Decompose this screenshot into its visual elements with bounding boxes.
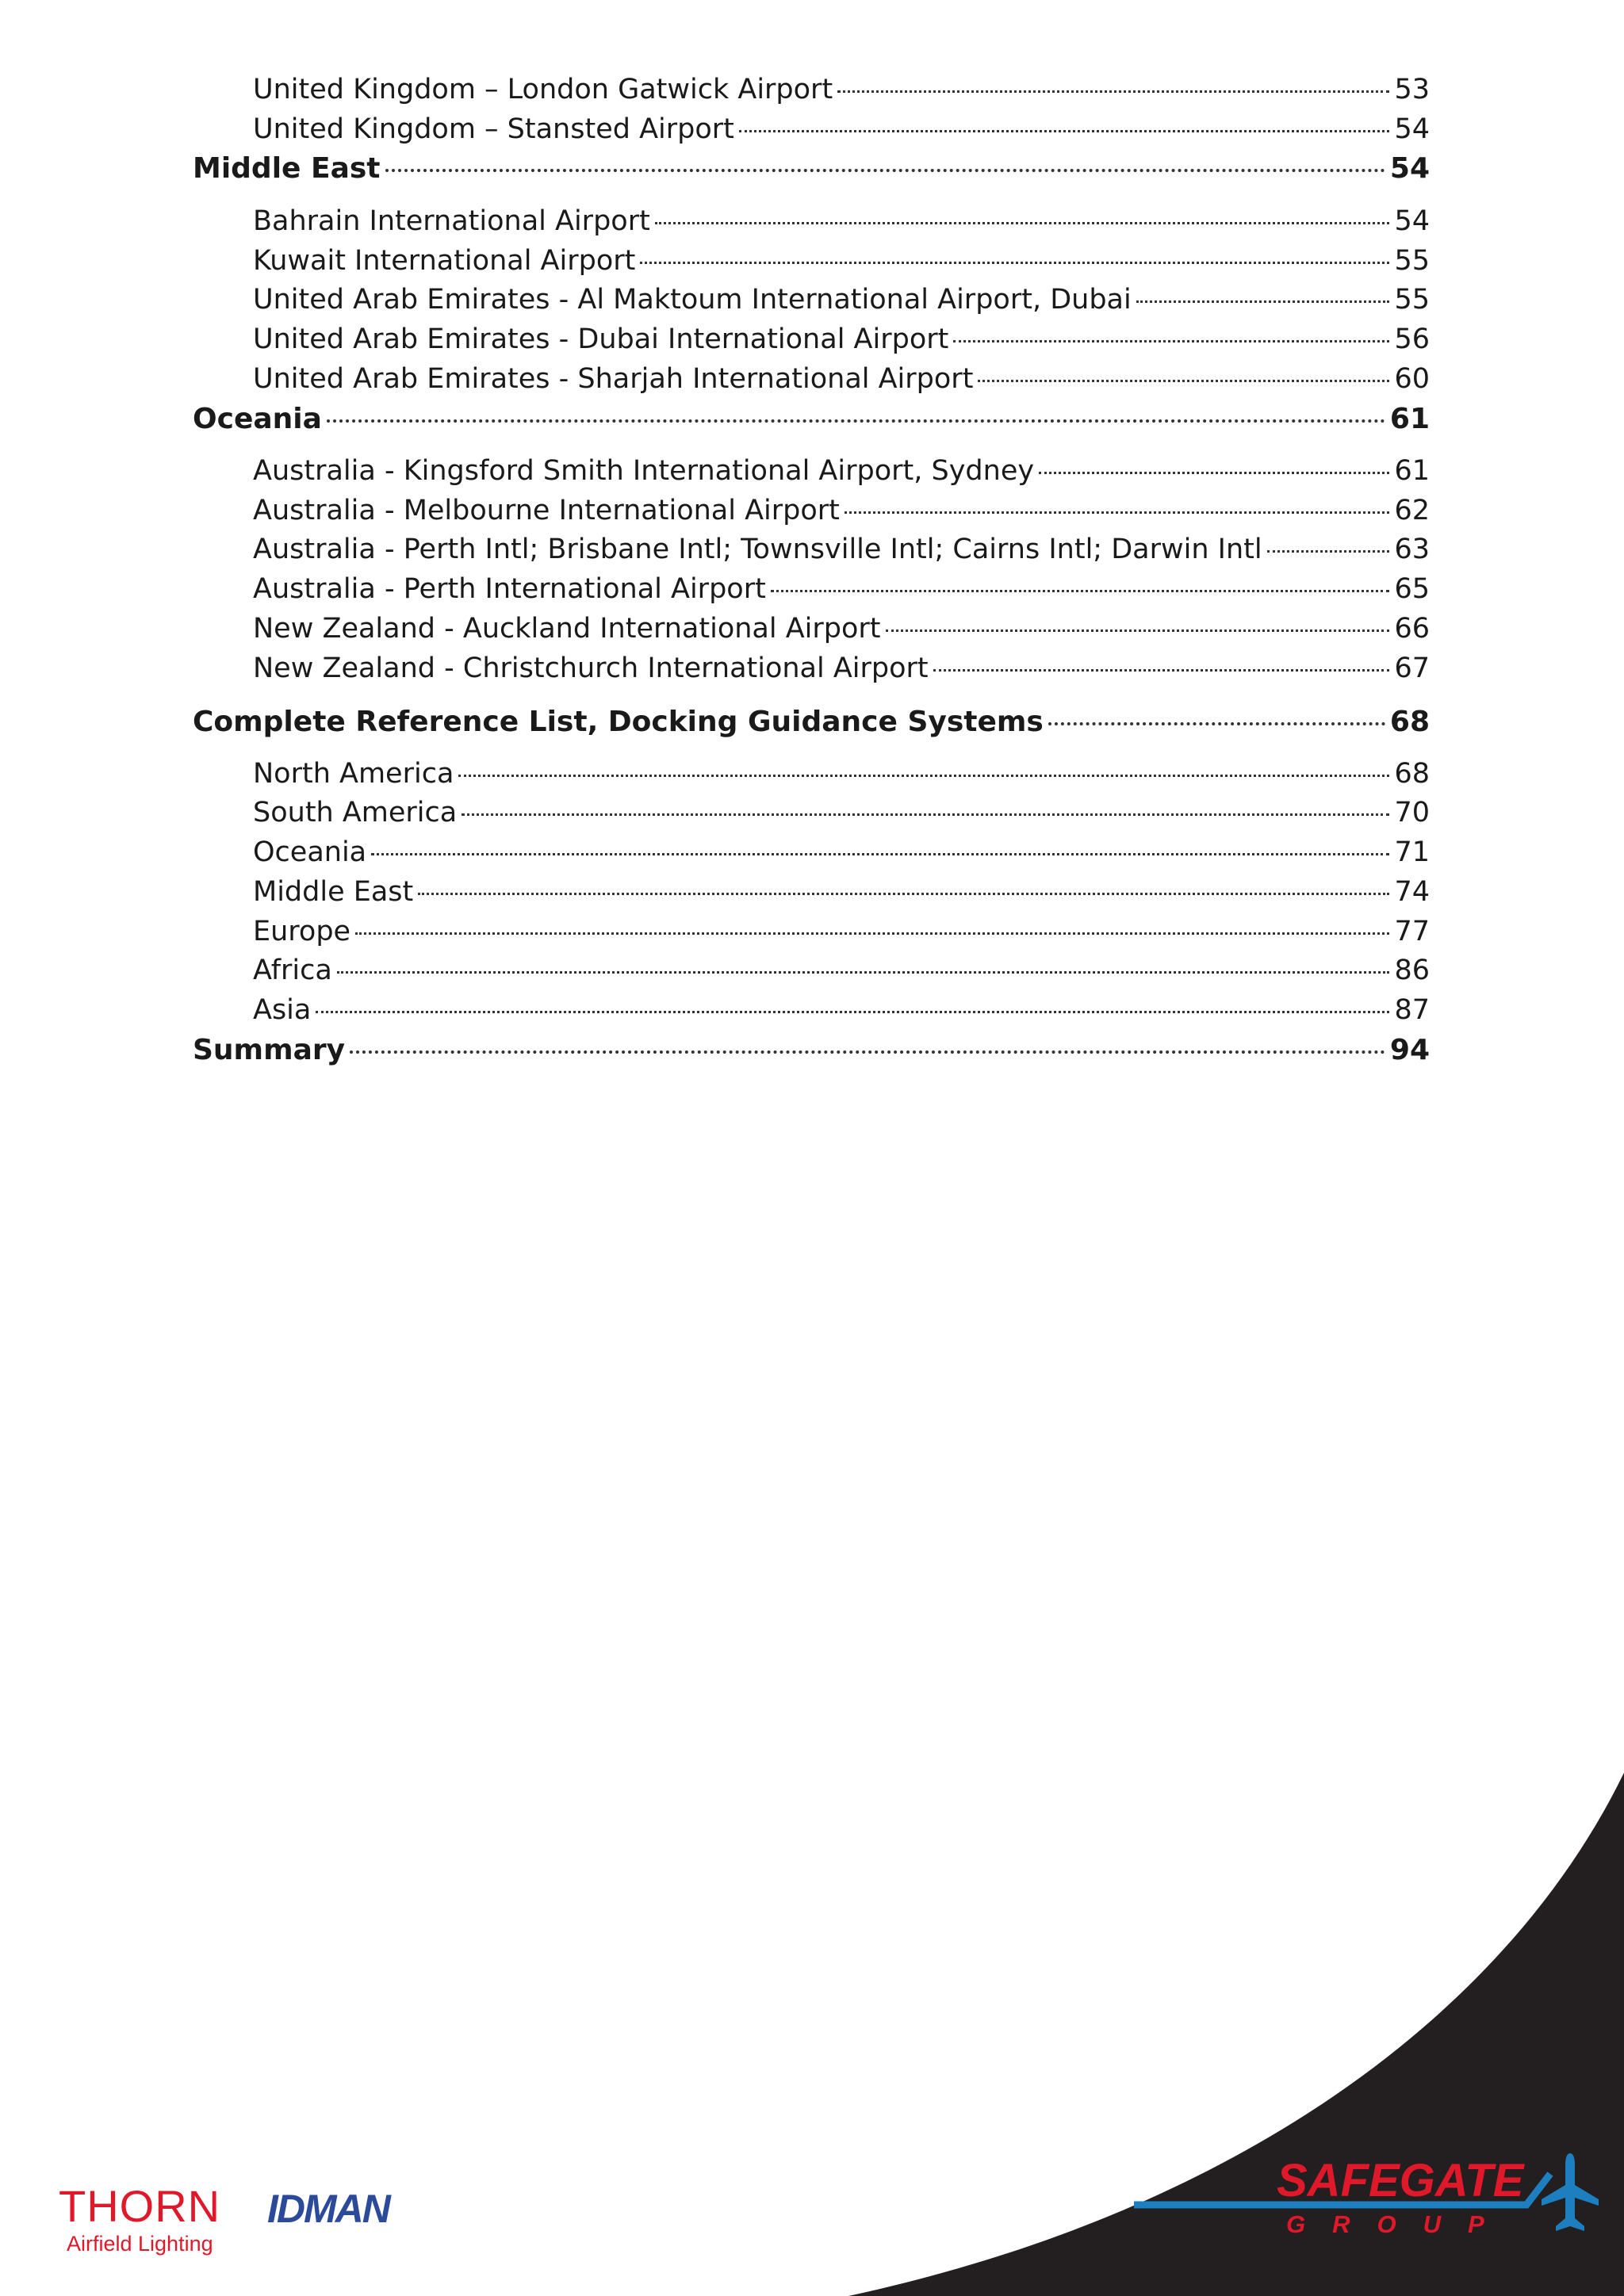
toc-page-number: 65 [1394, 573, 1430, 605]
toc-subsection-entry[interactable] [253, 613, 1430, 645]
toc-subsection-entry[interactable] [253, 363, 1430, 395]
toc-page-number: 66 [1394, 613, 1430, 645]
toc-entry-title: Bahrain International Airport [253, 205, 650, 237]
idman-logo: IDMAN [267, 2187, 389, 2231]
toc-subsection-entry[interactable] [253, 205, 1430, 237]
toc-dot-leader [953, 340, 1389, 342]
toc-subsection-entry[interactable] [253, 758, 1430, 790]
toc-subsection-entry[interactable] [253, 836, 1430, 868]
safegate-logo-name: SAFEGATE [1277, 2155, 1524, 2206]
toc-page-number: 67 [1394, 652, 1430, 684]
toc-entry-title: United Arab Emirates - Al Maktoum International Airport, Dubai [253, 284, 1132, 316]
toc-dot-leader [355, 932, 1389, 935]
toc-dot-leader [385, 169, 1385, 172]
toc-subsection-entry[interactable] [253, 534, 1430, 565]
toc-page-number: 53 [1394, 74, 1430, 105]
toc-dot-leader [371, 853, 1389, 855]
toc-subsection-entry[interactable] [253, 955, 1430, 986]
toc-dot-leader [327, 419, 1385, 423]
toc-subsection-entry[interactable] [253, 994, 1430, 1026]
thorn-logo-name: THORN [59, 2181, 221, 2231]
toc-page-number: 63 [1394, 534, 1430, 565]
toc-section-entry[interactable] [193, 706, 1430, 738]
toc-entry-title: United Arab Emirates - Sharjah International Airport [253, 363, 974, 395]
toc-section-entry[interactable] [193, 403, 1430, 435]
toc-entry-title: Kuwait International Airport [253, 245, 636, 277]
toc-entry-title: South America [253, 797, 458, 828]
toc-subsection-entry[interactable] [253, 284, 1430, 316]
toc-section-entry[interactable] [193, 152, 1430, 185]
toc-page-number: 68 [1389, 706, 1430, 738]
toc-entry-title: New Zealand - Auckland International Airport [253, 613, 881, 645]
toc-subsection-entry[interactable] [253, 323, 1430, 355]
toc-dot-leader [655, 222, 1390, 224]
toc-page-number: 54 [1394, 205, 1430, 237]
toc-section-entry[interactable] [193, 1034, 1430, 1066]
toc-entry-title: United Kingdom – Stansted Airport [253, 113, 734, 145]
toc-page-number: 54 [1389, 152, 1430, 185]
toc-dot-leader [640, 262, 1389, 264]
toc-dot-leader [771, 590, 1390, 592]
toc-page-number: 55 [1394, 284, 1430, 316]
safegate-logo-group: GROUP [1286, 2210, 1511, 2238]
toc-dot-leader [1039, 472, 1389, 474]
toc-dot-leader [337, 971, 1390, 974]
toc-entry-title: Summary [193, 1034, 346, 1066]
toc-page-number: 77 [1394, 916, 1430, 947]
toc-subsection-entry[interactable] [253, 245, 1430, 277]
toc-dot-leader [837, 90, 1389, 93]
toc-entry-title: Australia - Kingsford Smith International Airport, Sydney [253, 455, 1035, 487]
toc-entry-title: North America [253, 758, 454, 790]
toc-subsection-entry[interactable] [253, 74, 1430, 105]
toc-subsection-entry[interactable] [253, 455, 1430, 487]
toc-page-number: 60 [1394, 363, 1430, 395]
toc-entry-title: United Arab Emirates - Dubai International Airport [253, 323, 949, 355]
toc-entry-title: Oceania [193, 403, 322, 435]
toc-subsection-entry[interactable] [253, 797, 1430, 828]
toc-subsection-entry[interactable] [253, 113, 1430, 145]
toc-dot-leader [418, 893, 1389, 895]
toc-dot-leader [316, 1011, 1389, 1013]
toc-entry-title: Africa [253, 955, 332, 986]
toc-dot-leader [462, 813, 1389, 816]
toc-dot-leader [845, 511, 1390, 514]
toc-entry-title: United Kingdom – London Gatwick Airport [253, 74, 833, 105]
toc-entry-title: Europe [253, 916, 351, 947]
toc-page-number: 71 [1394, 836, 1430, 868]
safegate-group-logo [1277, 2155, 1524, 2239]
thorn-logo-subtitle: Airfield Lighting [67, 2232, 213, 2256]
toc-subsection-entry[interactable] [253, 495, 1430, 526]
toc-page-number: 70 [1394, 797, 1430, 828]
toc-dot-leader [886, 629, 1390, 632]
toc-entry-title: Asia [253, 994, 312, 1026]
toc-page-number: 61 [1389, 403, 1430, 435]
toc-subsection-entry[interactable] [253, 916, 1430, 947]
toc-entry-title: Australia - Melbourne International Airport [253, 495, 840, 526]
toc-page-number: 62 [1394, 495, 1430, 526]
toc-dot-leader [933, 669, 1390, 672]
toc-page-number: 56 [1394, 323, 1430, 355]
toc-page-number: 74 [1394, 876, 1430, 908]
toc-dot-leader [1267, 550, 1390, 553]
airplane-icon [1538, 2150, 1602, 2237]
toc-page-number: 87 [1394, 994, 1430, 1026]
toc-entry-title: Complete Reference List, Docking Guidance Systems [193, 706, 1044, 738]
toc-entry-title: Oceania [253, 836, 367, 868]
toc-entry-title: Australia - Perth Intl; Brisbane Intl; Townsville Intl; Cairns Intl; Darwin Intl [253, 534, 1262, 565]
toc-subsection-entry[interactable] [253, 652, 1430, 684]
toc-subsection-entry[interactable] [253, 876, 1430, 908]
toc-page-number: 86 [1394, 955, 1430, 986]
thorn-airfield-lighting-logo [59, 2181, 221, 2256]
toc-entry-title: Australia - Perth International Airport [253, 573, 766, 605]
toc-page-number: 55 [1394, 245, 1430, 277]
toc-entry-title: Middle East [193, 152, 381, 185]
toc-page-number: 68 [1394, 758, 1430, 790]
toc-page-number: 94 [1389, 1034, 1430, 1066]
toc-dot-leader [739, 130, 1390, 132]
toc-subsection-entry[interactable] [253, 573, 1430, 605]
toc-dot-leader [978, 380, 1389, 382]
toc-page-number: 61 [1394, 455, 1430, 487]
toc-dot-leader [458, 775, 1389, 777]
toc-page-number: 54 [1394, 113, 1430, 145]
toc-entry-title: Middle East [253, 876, 414, 908]
toc-dot-leader [1048, 722, 1385, 725]
toc-dot-leader [1136, 300, 1390, 303]
toc-entry-title: New Zealand - Christchurch International Airport [253, 652, 929, 684]
toc-dot-leader [350, 1050, 1385, 1054]
